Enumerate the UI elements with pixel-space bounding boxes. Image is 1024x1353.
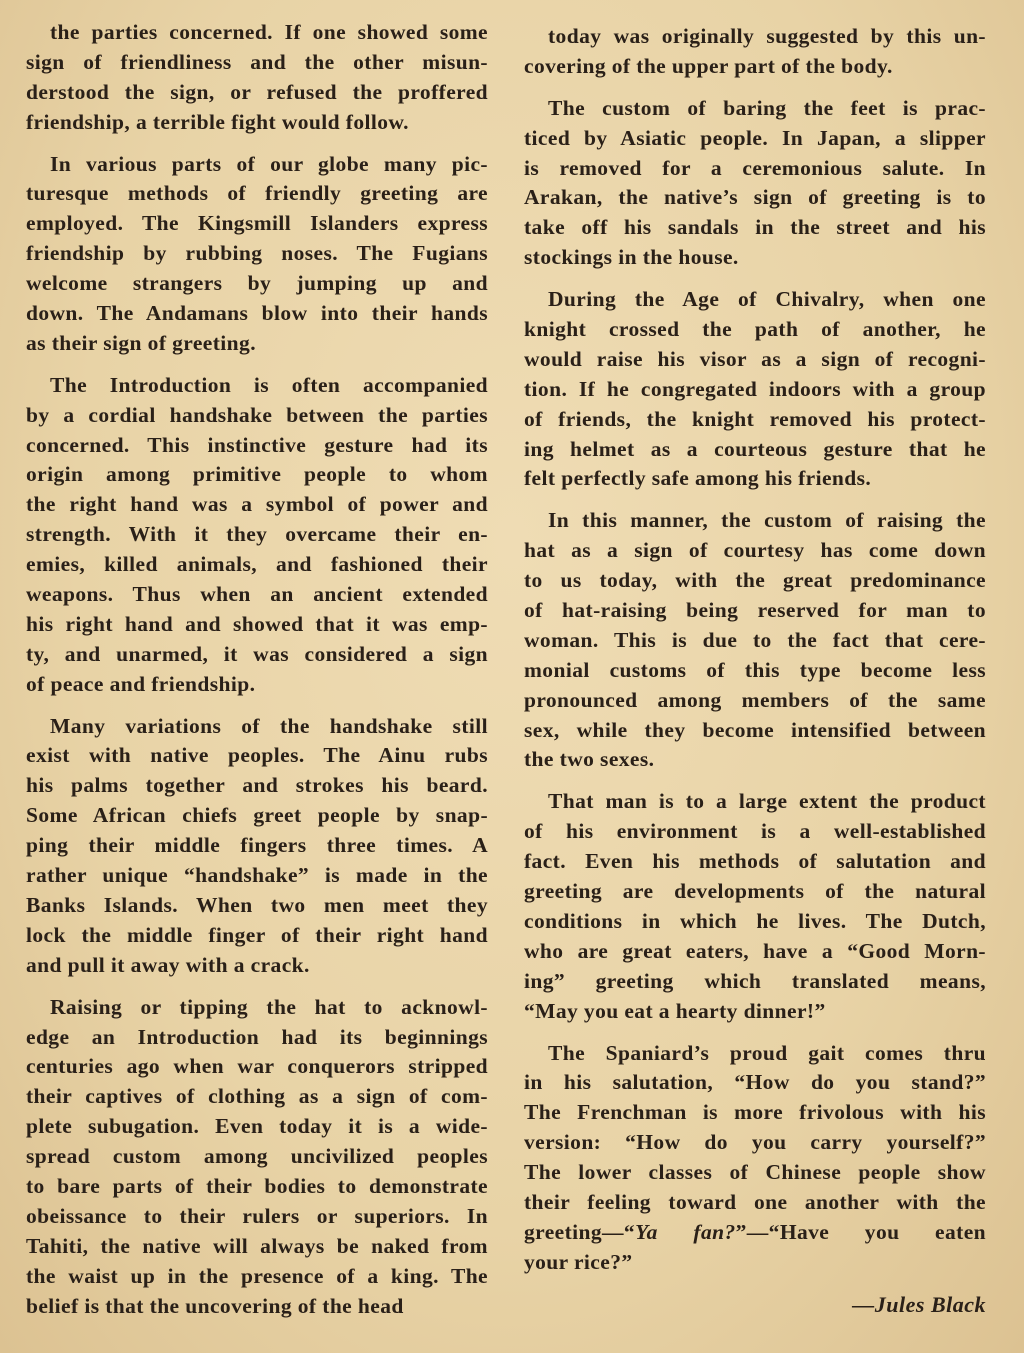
italic-text: Ya fan? <box>635 1219 736 1244</box>
text-line: Tahiti, the native will always be naked from <box>26 1233 488 1258</box>
text-segment: greeting—“ <box>524 1219 636 1244</box>
text-line: The custom of baring the feet is prac- <box>548 95 986 120</box>
text-line: pronounced among members of the same <box>524 687 986 712</box>
text-line: hat as a sign of courtesy has come down <box>524 538 986 563</box>
text-line: would raise his visor as a sign of recogni- <box>524 346 986 371</box>
paragraph <box>524 285 986 494</box>
text-line: Some African chiefs greet people by snap- <box>26 803 488 828</box>
text-line: The Spaniard’s proud gait comes thru <box>548 1040 986 1065</box>
text-line: their feeling toward one another with the <box>524 1189 986 1214</box>
text-line: strength. With it they overcame their en- <box>26 522 488 547</box>
text-line: greeting are developments of the natural <box>524 879 986 904</box>
text-line: Banks Islands. When two men meet they <box>26 892 488 917</box>
text-line: sex, while they become intensified between <box>524 717 986 742</box>
text-line: exist with native peoples. The Ainu rubs <box>26 743 488 768</box>
paragraph <box>26 371 488 700</box>
text-line: In various parts of our globe many pic- <box>50 151 488 176</box>
text-line: in his salutation, “How do you stand?” <box>524 1070 986 1095</box>
text-line: their captives of clothing as a sign of com- <box>26 1084 488 1109</box>
text-line: obeissance to their rulers or superiors. In <box>26 1203 488 1228</box>
paragraph <box>524 506 986 775</box>
text-line: friendship by rubbing noses. The Fugians <box>26 241 488 266</box>
text-line: weapons. Thus when an ancient extended <box>26 582 488 607</box>
text-segment: ”—“Have you eaten <box>735 1219 986 1244</box>
text-line: version: “How do you carry yourself?” <box>524 1130 986 1155</box>
text-line: the waist up in the presence of a king. The <box>26 1263 488 1288</box>
text-line: knight crossed the path of another, he <box>524 317 986 342</box>
text-line: plete subugation. Even today it is a wide- <box>26 1114 488 1139</box>
text-line: conditions in which he lives. The Dutch, <box>524 908 986 933</box>
text-line: belief is that the uncovering of the head <box>26 1293 404 1318</box>
text-line: ping their middle fingers three times. A <box>26 833 488 858</box>
paragraph <box>26 150 488 359</box>
text-line: The Introduction is often accompanied <box>50 372 488 397</box>
text-line: fact. Even his methods of salutation and <box>524 849 986 874</box>
text-line: Many variations of the handshake still <box>50 713 488 738</box>
paragraph <box>26 993 488 1322</box>
text-line: monial customs of this type become less <box>524 657 986 682</box>
text-line: who are great eaters, have a “Good Morn- <box>524 938 986 963</box>
text-line: ing” greeting which translated means, <box>524 968 986 993</box>
text-line: of peace and friendship. <box>26 671 256 696</box>
text-line: ticed by Asiatic people. In Japan, a slipper <box>524 125 986 150</box>
author-signature: —Jules Black <box>852 1292 986 1317</box>
text-line: down. The Andamans blow into their hands <box>26 301 488 326</box>
text-line: by a cordial handshake between the parties <box>26 402 488 427</box>
left-column <box>26 18 488 1333</box>
text-line: “May you eat a hearty dinner!” <box>524 998 826 1023</box>
text-line: lock the middle finger of their right hand <box>26 922 488 947</box>
paragraph <box>524 94 986 273</box>
text-line: The lower classes of Chinese people show <box>524 1160 986 1185</box>
text-line: friendship, a terrible fight would follow. <box>26 109 409 134</box>
paragraph <box>26 18 488 138</box>
text-line: Raising or tipping the hat to acknowl- <box>50 994 488 1019</box>
text-line <box>524 1218 986 1248</box>
text-line: employed. The Kingsmill Islanders express <box>26 211 488 236</box>
text-line: to bare parts of their bodies to demonstrate <box>26 1173 488 1198</box>
text-line: is removed for a ceremonious salute. In <box>524 155 986 180</box>
text-line: take off his sandals in the street and his <box>524 215 986 240</box>
text-line: The Frenchman is more frivolous with his <box>524 1100 986 1125</box>
text-line: your rice?” <box>524 1249 633 1274</box>
text-line: In this manner, the custom of raising the <box>548 508 986 533</box>
text-line: Arakan, the native’s sign of greeting is to <box>524 185 986 210</box>
text-line: emies, killed animals, and fashioned their <box>26 552 488 577</box>
text-line: as their sign of greeting. <box>26 330 256 355</box>
text-line: today was originally suggested by this un- <box>548 24 986 48</box>
text-line: During the Age of Chivalry, when one <box>548 287 986 312</box>
text-line: woman. This is due to the fact that cere- <box>524 627 986 652</box>
text-line: sign of friendliness and the other misun- <box>26 49 488 74</box>
text-line: concerned. This instinctive gesture had its <box>26 432 488 457</box>
text-line: his right hand and showed that it was emp- <box>26 611 488 636</box>
paragraph <box>26 712 488 981</box>
text-line: the two sexes. <box>524 747 655 772</box>
text-line: welcome strangers by jumping up and <box>26 271 488 296</box>
text-line: centuries ago when war conquerors stripped <box>26 1054 488 1079</box>
text-line: of hat-raising being reserved for man to <box>524 598 986 623</box>
text-line: felt perfectly safe among his friends. <box>524 466 872 491</box>
paragraph <box>524 22 986 82</box>
text-line: tion. If he congregated indoors with a group <box>524 376 986 401</box>
text-line: stockings in the house. <box>524 245 739 270</box>
text-line: the right hand was a symbol of power and <box>26 492 488 517</box>
text-line: ing helmet as a courteous gesture that he <box>524 436 986 461</box>
text-line: the parties concerned. If one showed some <box>50 20 488 44</box>
text-line: of his environment is a well-established <box>524 819 986 844</box>
text-line: ty, and unarmed, it was considered a sign <box>26 641 488 666</box>
text-line: origin among primitive people to whom <box>26 462 488 487</box>
text-line: derstood the sign, or refused the proffered <box>26 79 488 104</box>
text-line: to us today, with the great predominance <box>524 568 986 593</box>
right-column <box>524 22 986 1290</box>
text-line: rather unique “handshake” is made in the <box>26 863 488 888</box>
text-line: spread custom among uncivilized peoples <box>26 1144 488 1169</box>
paragraph <box>524 787 986 1026</box>
text-line: of friends, the knight removed his protect- <box>524 406 986 431</box>
text-line: That man is to a large extent the product <box>548 789 986 814</box>
text-line: edge an Introduction had its beginnings <box>26 1024 488 1049</box>
text-line: and pull it away with a crack. <box>26 952 310 977</box>
text-line: his palms together and strokes his beard. <box>26 773 488 798</box>
paragraph <box>524 1039 986 1278</box>
text-line: turesque methods of friendly greeting are <box>26 181 488 206</box>
text-line: covering of the upper part of the body. <box>524 53 893 78</box>
